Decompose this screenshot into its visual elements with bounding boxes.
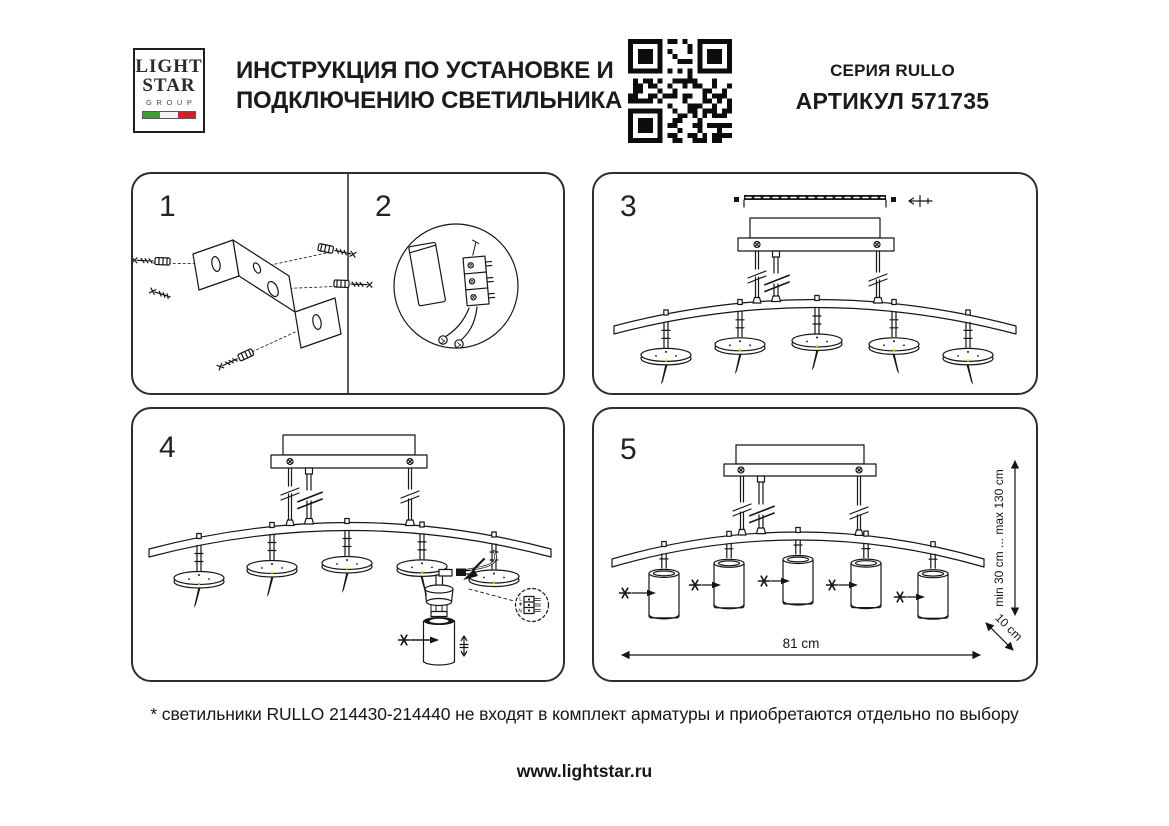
title-line-2: ПОДКЛЮЧЕНИЮ СВЕТИЛЬНИКА — [236, 87, 623, 114]
ceiling-strip — [734, 195, 896, 207]
italian-flag-stripe — [142, 111, 196, 119]
panel-step-5 — [592, 407, 1038, 682]
dowel-screw-icon — [334, 280, 372, 288]
lamp-socket — [425, 585, 453, 617]
title-line-1: ИНСТРУКЦИЯ ПО УСТАНОВКЕ И — [236, 57, 614, 84]
wiring-detail-drawing — [394, 224, 518, 348]
step-5-number: 5 — [620, 433, 637, 466]
article-label: АРТИКУЛ 571735 — [795, 88, 990, 114]
terminal-label-n: N — [518, 608, 522, 615]
lamp-holder — [322, 531, 372, 594]
lamp-holder — [792, 308, 842, 371]
dimension-depth — [986, 611, 1025, 650]
lamp-shade — [424, 617, 455, 665]
lamp-shade — [851, 544, 881, 609]
panel-step-4 — [131, 407, 565, 682]
asterisk-icon — [399, 635, 410, 645]
step-1-number: 1 — [159, 190, 176, 223]
dowel-screw-icon — [318, 243, 357, 258]
step-3-number: 3 — [620, 190, 637, 223]
dowel-screw-icon — [133, 257, 170, 265]
connector-plug — [436, 569, 470, 588]
dimension-width-label: 81 cm — [782, 636, 820, 651]
lamp-holder — [174, 546, 224, 609]
terminal-block — [462, 239, 496, 306]
step-4-number: 4 — [159, 431, 176, 464]
lamp-shade — [649, 554, 679, 619]
lamp-holder — [247, 535, 297, 598]
lamp-holder — [869, 312, 919, 375]
lamp-shade — [714, 544, 744, 609]
step-3-drawing — [594, 174, 1036, 393]
step-5-drawing — [594, 409, 1036, 680]
lamp-shade — [783, 540, 813, 605]
step-4-drawing — [133, 409, 563, 680]
dimension-depth-label: 10 cm — [992, 610, 1026, 644]
screw-icon — [909, 196, 932, 207]
footnote: * светильники RULLO 214430-214440 не входят в комплект арматуры и приобретаются отдельно по выбору — [150, 704, 1019, 724]
bracket-drawing — [133, 240, 372, 371]
steps-1-2-drawing — [133, 174, 563, 393]
dimension-height-label: min 30 cm ... max 130 cm — [992, 469, 1006, 607]
panel-step-3 — [592, 172, 1038, 395]
dowel-screw-icon — [217, 348, 254, 370]
lamp-holder — [943, 322, 993, 385]
product-info — [790, 61, 995, 115]
dimension-height — [992, 461, 1015, 615]
terminal-label-l: L — [519, 596, 522, 603]
terminal-detail-circle — [516, 589, 549, 622]
series-label: СЕРИЯ RULLO — [830, 61, 955, 80]
lamp-holder — [641, 322, 691, 385]
panel-steps-1-2 — [131, 172, 565, 395]
website-url: www.lightstar.ru — [516, 761, 653, 781]
step-2-number: 2 — [375, 190, 392, 223]
dimension-width — [622, 636, 980, 655]
page-title — [236, 56, 622, 116]
lamp-holder — [715, 312, 765, 375]
screw-icon — [149, 288, 171, 299]
lamp-shade — [918, 554, 948, 619]
logo-text-light: LIGHT — [135, 56, 203, 77]
logo-text-star: STAR — [142, 74, 196, 96]
qr-code-icon — [628, 39, 732, 143]
lightstar-logo — [133, 48, 205, 133]
logo-text-group: GROUP — [146, 98, 197, 107]
rotate-screw-icon — [460, 636, 468, 656]
